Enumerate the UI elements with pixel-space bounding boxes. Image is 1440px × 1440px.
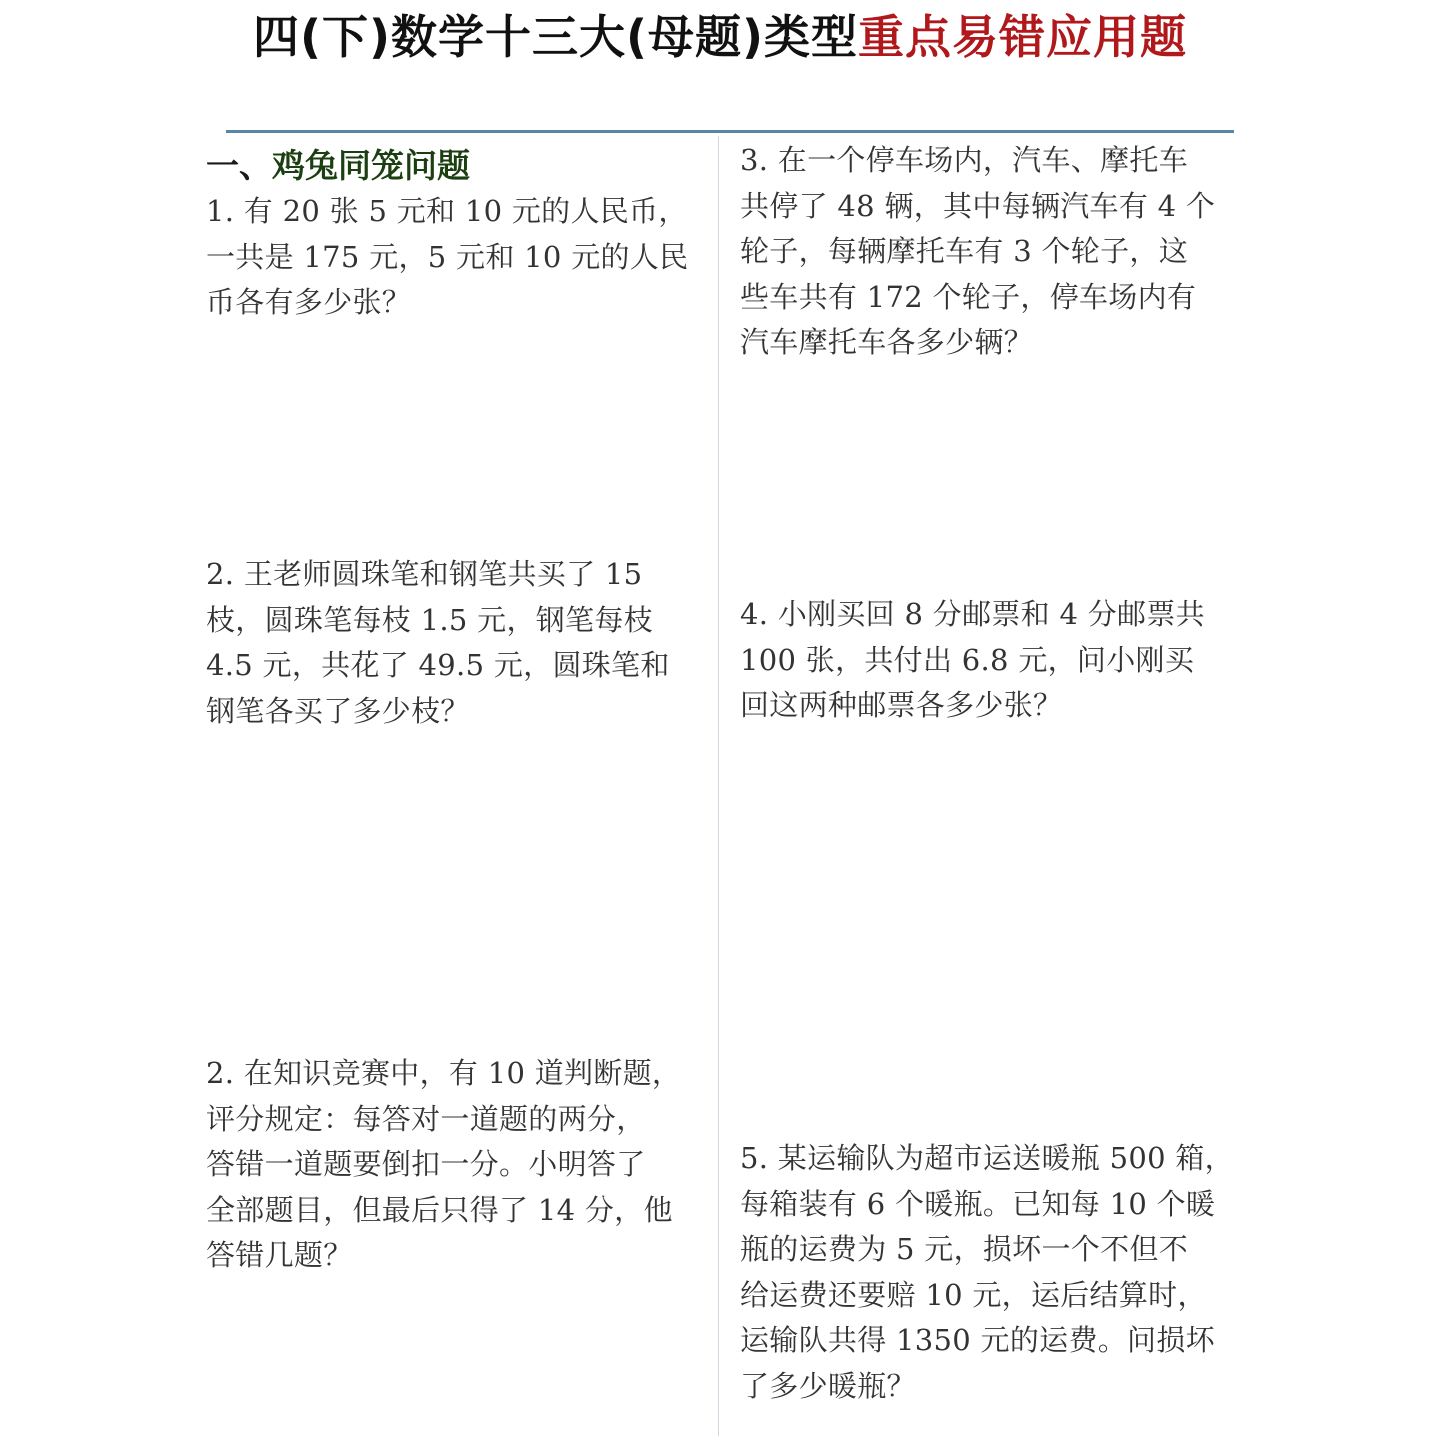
problem-5: 5. 某运输队为超市运送暖瓶 500 箱， 每箱装有 6 个暖瓶。已知每 10 个暖 瓶的运费为 5 元，损坏一个不但不 给运费还要赔 10 元，运后结算时， 运输队共得 1350 元的运费。问损坏 了多少暖瓶？ — [740, 1141, 1234, 1403]
problem-4: 4. 小刚买回 8 分邮票和 4 分邮票共 100 张，共付出 6.8 元，问小刚买 回这两种邮票各多少张？ — [740, 597, 1205, 722]
page-title — [0, 6, 1440, 68]
problem-2b: 2. 在知识竞赛中，有 10 道判断题， 评分规定：每答对一道题的两分， 答错一道题要倒扣一分。小明答了 全部题目，但最后只得了 14 分，他 答错几题？ — [206, 1056, 682, 1272]
title-main: 四(下)数学十三大(母题)类型 — [252, 10, 859, 64]
problem-1: 1. 有 20 张 5 元和 10 元的人民币， 一共是 175 元，5 元和 10 元的人民 币各有多少张？ — [206, 194, 689, 319]
top-rule — [226, 130, 1234, 133]
section-number: 一、 — [206, 146, 272, 185]
problem-2: 2. 王老师圆珠笔和钢笔共买了 15 枝，圆珠笔每枝 1.5 元，钢笔每枝 4.5 元，共花了 49.5 元，圆珠笔和 钢笔各买了多少枝？ — [206, 557, 670, 728]
title-accent: 重点易错应用题 — [858, 10, 1188, 64]
section-name: 鸡兔同笼问题 — [272, 146, 470, 185]
section-heading — [206, 144, 470, 188]
column-divider — [718, 136, 719, 1436]
problem-3: 3. 在一个停车场内，汽车、摩托车 共停了 48 辆，其中每辆汽车有 4 个 轮子，每辆摩托车有 3 个轮子，这 些车共有 172 个轮子，停车场内有 汽车摩托车各多少辆？ — [740, 143, 1216, 359]
